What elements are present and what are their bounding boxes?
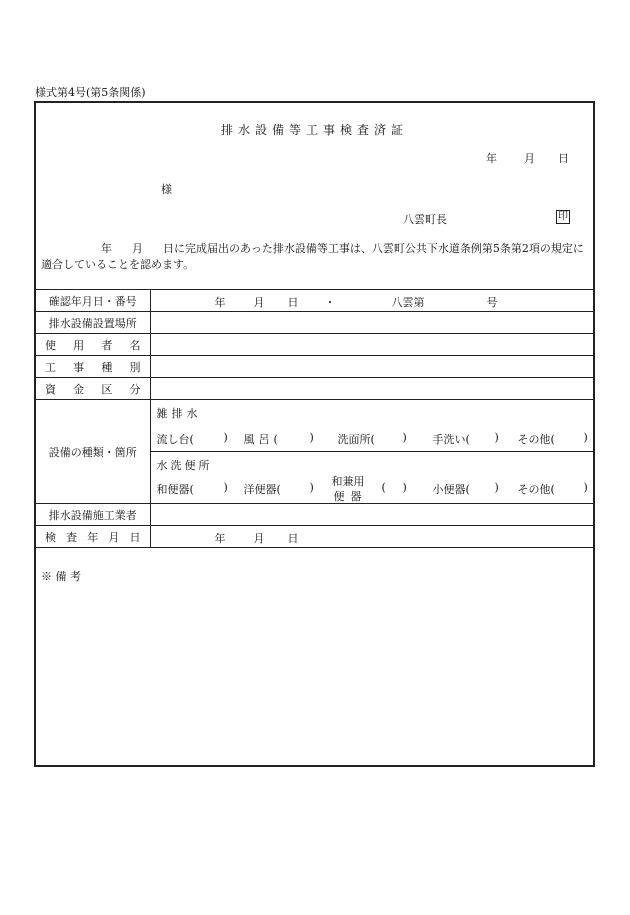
row-contractor xyxy=(36,504,593,526)
confirm-month: 月 xyxy=(253,296,265,309)
work-type-value[interactable] xyxy=(150,356,593,378)
confirm-suffix: 号 xyxy=(486,296,498,309)
user-label: 使用者名 xyxy=(36,334,150,356)
seal-mark: 印 xyxy=(558,211,568,222)
inspection-day: 日 xyxy=(287,532,299,545)
issue-date-day: 日 xyxy=(558,152,569,165)
confirm-dot: ・ xyxy=(324,296,336,309)
body-year: 年 xyxy=(101,242,112,255)
row-user xyxy=(36,334,593,356)
body-text: 日に完成届出のあった排水設備等工事は、八雲町公共下水道条例第5条第2項の規定に適合していることを認めます。 xyxy=(41,242,584,271)
dual-use-open: ( xyxy=(381,481,386,494)
confirm-label: 確認年月日・番号 xyxy=(36,290,150,312)
washroom-open: 洗面所( xyxy=(337,433,375,446)
notes-label: ※ 備 考 xyxy=(41,570,81,583)
confirm-year: 年 xyxy=(214,296,226,309)
location-value[interactable] xyxy=(150,312,593,334)
sink-open: 流し台( xyxy=(156,433,194,446)
inspection-year: 年 xyxy=(214,532,226,545)
washroom-close: ) xyxy=(402,431,407,444)
dual-use-line1: 和兼用 xyxy=(331,475,365,488)
bath-close: ) xyxy=(309,431,314,444)
row-location xyxy=(36,312,593,334)
row-confirmation xyxy=(36,290,593,312)
toilet-cell[interactable] xyxy=(150,452,593,504)
row-work-type xyxy=(36,356,593,378)
row-inspection xyxy=(36,526,593,548)
sink-close: ) xyxy=(223,431,228,444)
issuer-name: 八雲町長 xyxy=(403,213,447,226)
inspection-month: 月 xyxy=(253,532,265,545)
row-equipment-misc xyxy=(36,400,593,452)
funding-label: 資金区分 xyxy=(36,378,150,400)
user-value[interactable] xyxy=(150,334,593,356)
funding-value[interactable] xyxy=(150,378,593,400)
toilet-other-close: ) xyxy=(583,481,588,494)
certificate-title: 排水設備等工事検査済証 xyxy=(220,123,408,137)
toilet-heading: 水洗便所 xyxy=(156,459,213,472)
confirm-value[interactable] xyxy=(150,290,593,312)
issue-date-year: 年 xyxy=(486,152,497,165)
dual-use-line2: 便器 xyxy=(333,490,368,503)
toilet-other-open: その他( xyxy=(517,483,555,496)
body-month: 月 xyxy=(132,242,143,255)
inspection-label: 検査年月日 xyxy=(36,526,150,548)
urinal-close: ) xyxy=(494,481,499,494)
confirm-prefix: 八雲第 xyxy=(391,296,425,309)
misc-drain-cell[interactable] xyxy=(150,400,593,452)
issue-date-month: 月 xyxy=(524,152,535,165)
japanese-toilet-open: 和便器( xyxy=(156,483,194,496)
handwash-close: ) xyxy=(494,431,499,444)
certificate-table xyxy=(36,289,593,548)
contractor-value[interactable] xyxy=(150,504,593,526)
work-type-label: 工事種別 xyxy=(36,356,150,378)
contractor-label: 排水設備施工業者 xyxy=(36,504,150,526)
dual-use-close: ) xyxy=(402,481,407,494)
western-toilet-open: 洋便器( xyxy=(243,483,281,496)
confirm-day: 日 xyxy=(287,296,299,309)
misc-drain-heading: 雑排水 xyxy=(156,407,202,420)
inspection-value[interactable] xyxy=(150,526,593,548)
misc-other-open: その他( xyxy=(517,433,555,446)
bath-open: 風呂( xyxy=(243,433,282,446)
addressee-suffix: 様 xyxy=(161,183,172,196)
form-number: 様式第4号(第5条関係) xyxy=(35,86,146,99)
japanese-toilet-close: ) xyxy=(223,481,228,494)
location-label: 排水設備設置場所 xyxy=(36,312,150,334)
handwash-open: 手洗い( xyxy=(432,433,470,446)
certificate-body xyxy=(41,241,588,273)
row-funding xyxy=(36,378,593,400)
urinal-open: 小便器( xyxy=(432,483,470,496)
western-toilet-close: ) xyxy=(309,481,314,494)
certificate-frame xyxy=(34,101,595,767)
misc-other-close: ) xyxy=(583,431,588,444)
equipment-label: 設備の種類・箇所 xyxy=(36,400,150,504)
